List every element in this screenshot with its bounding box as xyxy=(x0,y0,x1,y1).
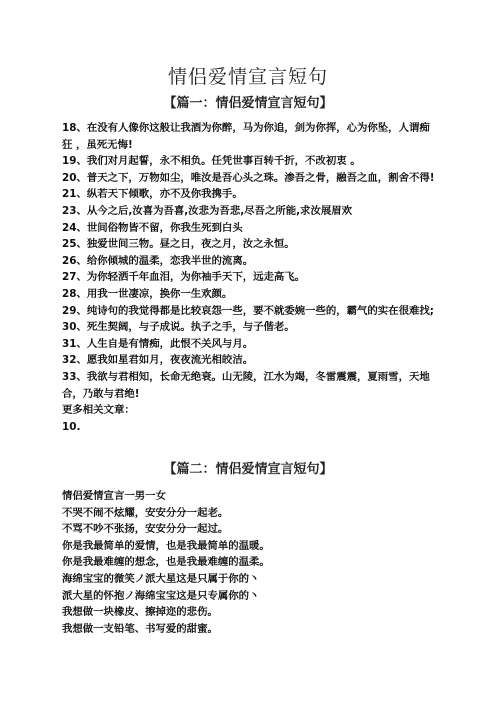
text-line: 不骂不吵不张扬，安安分分一起过。 xyxy=(62,523,229,536)
section-1-body xyxy=(62,120,440,435)
section-1-heading-text: 篇一：情侣爱情宣言短句 xyxy=(176,96,320,111)
text-line: 19、我们对月起誓，永不相负。任凭世事百转千折，不改初衷 。 xyxy=(62,155,361,168)
left-bracket: 【 xyxy=(163,462,177,477)
right-bracket: 】 xyxy=(319,96,333,111)
text-line: 32、愿我如星君如月，夜夜流光相皎洁。 xyxy=(62,354,254,367)
text-line: 21、纵若天下倾歌，亦不及你我携手。 xyxy=(62,188,243,201)
text-line: 30、死生契阔，与子成说。执子之手，与子偕老。 xyxy=(62,321,295,334)
document-title: 情侣爱情宣言短句 xyxy=(167,66,328,88)
text-line: 海绵宝宝的微笑ノ派大星这是只属于你的丶 xyxy=(62,572,260,585)
text-line: 派大星的怀抱ノ海绵宝宝这是只专属你的丶 xyxy=(62,589,260,602)
text-line: 27、为你轻洒千年血泪，为你袖手天下，远走高飞。 xyxy=(62,271,306,284)
text-line: 18、在没有人像你这般让我酒为你醉，马为你追，剑为你挥，心为你坠，人谓痴狂 ，虽死无悔! xyxy=(62,122,430,151)
section-1-heading xyxy=(0,92,496,111)
text-line: 你是我最简单的爱情，也是我最简单的温暖。 xyxy=(62,539,270,552)
text-line: 25、独爱世间三物。昼之日，夜之月，汝之永恒。 xyxy=(62,238,295,251)
text-line: 23、从今之后,汝喜为吾喜,汝悲为吾悲,尽吾之所能,求汝展眉欢 xyxy=(62,204,353,217)
text-line: 我想做一块橡皮、擦掉迩的悲伤。 xyxy=(62,606,218,619)
section-2-body xyxy=(62,488,440,637)
related-articles-label: 更多相关文章： xyxy=(62,404,135,417)
text-line: 20、普天之下，万物如尘，唯汝是吾心头之珠。渗吾之骨，融吾之血，割舍不得! xyxy=(62,171,435,184)
text-line: 你是我最难缠的想念，也是我最难缠的温柔。 xyxy=(62,556,270,569)
text-line: 情侣爱情宣言一男一女 xyxy=(62,490,166,502)
left-bracket: 【 xyxy=(163,96,177,111)
text-line: 33、我欲与君相知，长命无绝衰。山无陵，江水为竭，冬雷震震，夏雨雪，天地合，乃敢与君绝! xyxy=(62,370,430,400)
related-articles-number: 10. xyxy=(62,420,81,433)
text-line: 我想做一支铅笔、书写爱的甜蜜。 xyxy=(62,622,218,635)
text-line: 29、纯诗句的我觉得都是比较哀怨一些，要不就委婉一些的，霸气的实在很难找; xyxy=(62,304,434,317)
section-2-heading xyxy=(0,458,496,477)
text-line: 26、给你倾城的温柔，恋我半世的流离。 xyxy=(62,254,254,267)
text-line: 不哭不闹不炫耀，安安分分一起老。 xyxy=(62,506,229,519)
right-bracket: 】 xyxy=(319,462,333,477)
section-2-heading-text: 篇二：情侣爱情宣言短句 xyxy=(176,462,320,477)
text-line: 31、人生自是有情痴，此恨不关风与月。 xyxy=(62,337,254,350)
text-line: 28、用我一世凄凉，换你一生欢颜。 xyxy=(62,287,233,300)
text-line: 24、世间俗物皆不留，你我生死到白头 xyxy=(62,221,243,234)
